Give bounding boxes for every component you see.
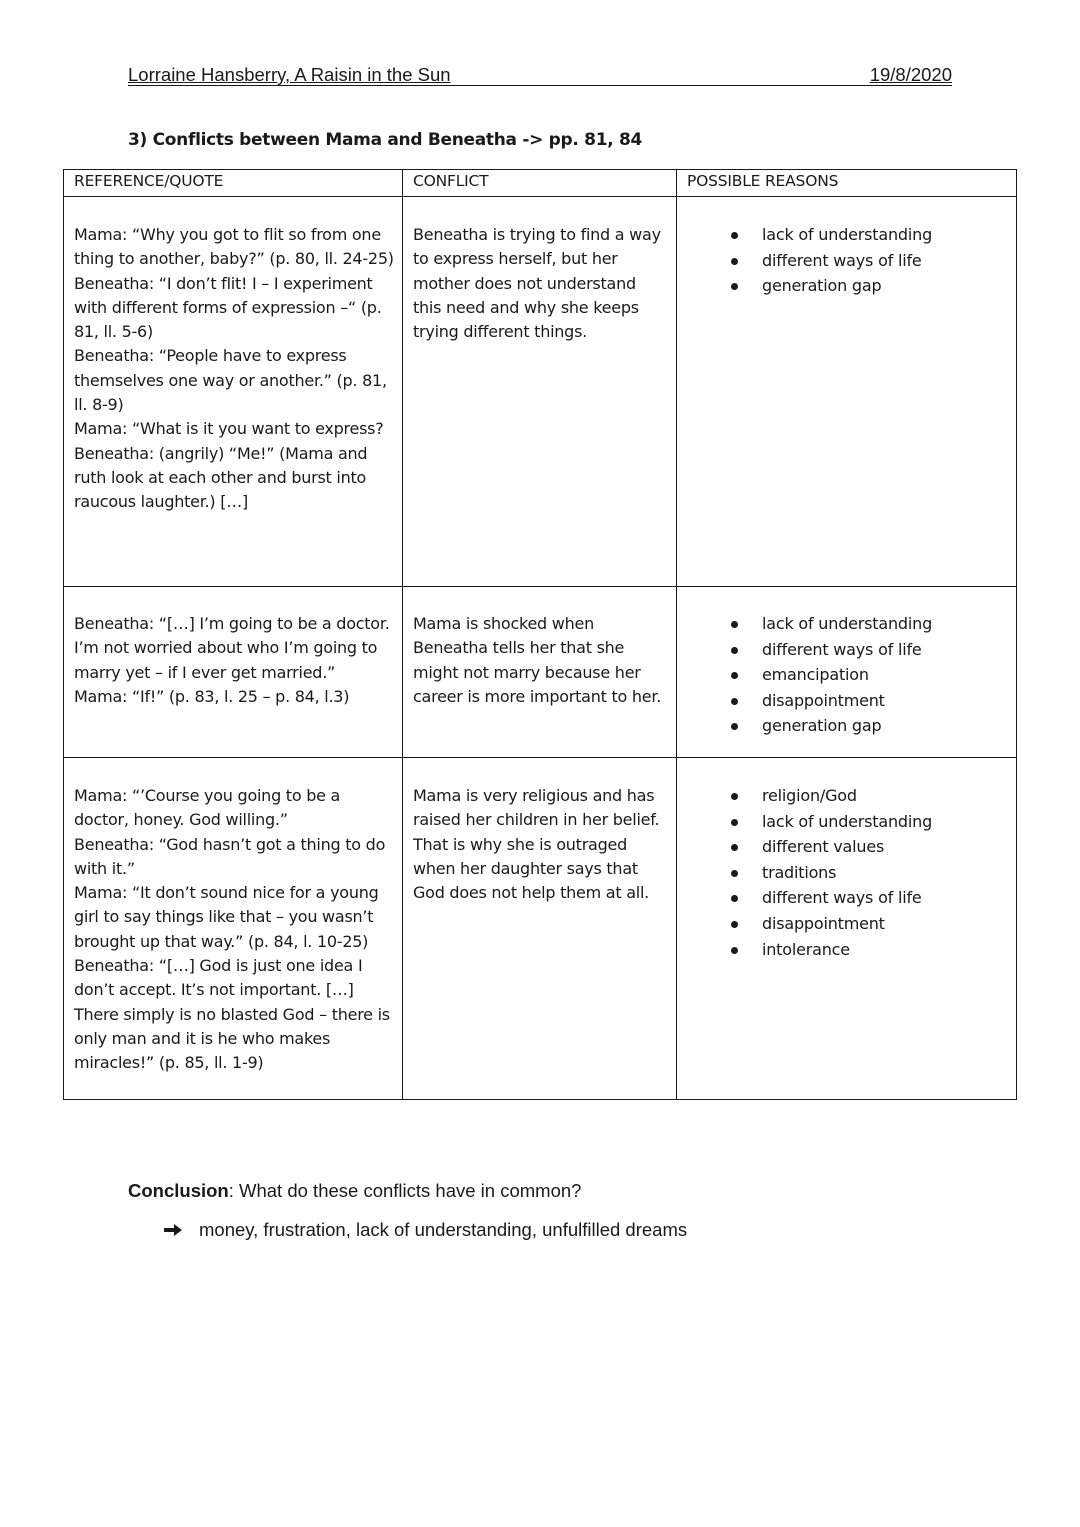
- section-title: 3) Conflicts between Mama and Beneatha -> pp. 81, 84: [128, 130, 643, 150]
- list-item: religion/God: [727, 783, 1008, 809]
- column-header-reasons: POSSIBLE REASONS: [677, 170, 1017, 197]
- reasons-cell: [677, 758, 1017, 1100]
- conclusion-answer: [163, 1219, 687, 1241]
- conflict-text: Mama is shocked when Beneatha tells her that she might not marry because her career is more important to her.: [413, 614, 662, 706]
- conclusion-question: : What do these conflicts have in common?: [228, 1180, 582, 1201]
- conflict-cell: [403, 758, 677, 1100]
- list-item: lack of understanding: [727, 611, 1008, 637]
- quote-line: Beneatha: “[…] God is just one idea I don’t accept. It’s not important. […] There simply is no blasted God – there is only man and it is he who makes miracles!” (p. 85, ll. 1-9): [74, 956, 390, 1073]
- document-date: 19/8/2020: [869, 64, 952, 85]
- answer-text: money, frustration, lack of understanding, unfulfilled dreams: [199, 1219, 688, 1240]
- quote-line: Beneatha: “God hasn’t got a thing to do with it.”: [74, 834, 386, 878]
- conflict-text: Beneatha is trying to find a way to express herself, but her mother does not understand this need and why she keeps trying different things.: [413, 225, 661, 342]
- list-item: traditions: [727, 860, 1008, 886]
- reasons-cell: [677, 587, 1017, 758]
- conflicts-table: [63, 169, 1017, 1100]
- conclusion: [128, 1180, 581, 1202]
- list-item: emancipation: [727, 662, 1008, 688]
- table-row: [64, 758, 1017, 1100]
- column-header-conflict: CONFLICT: [403, 170, 677, 197]
- quote-line: Mama: “Why you got to flit so from one thing to another, baby?” (p. 80, ll. 24-25): [74, 225, 394, 269]
- conflict-cell: [403, 587, 677, 758]
- reasons-cell: [677, 197, 1017, 587]
- quote-line: Beneatha: “I don’t flit! I – I experiment with different forms of expression –“ (p. 81, ll. 5-6): [74, 273, 382, 342]
- quote-cell: [64, 197, 403, 587]
- table-row: [64, 587, 1017, 758]
- table-row: [64, 197, 1017, 587]
- list-item: intolerance: [727, 937, 1008, 963]
- list-item: generation gap: [727, 713, 1008, 739]
- list-item: different ways of life: [727, 248, 1008, 274]
- column-header-quote: REFERENCE/QUOTE: [64, 170, 403, 197]
- reasons-list: [687, 783, 1008, 962]
- conflict-text: Mama is very religious and has raised her children in her belief. That is why she is outraged when her daughter says that God does not help them at all.: [413, 786, 660, 903]
- table-header-row: [64, 170, 1017, 197]
- list-item: generation gap: [727, 273, 1008, 299]
- reasons-list: [687, 222, 1008, 299]
- list-item: disappointment: [727, 688, 1008, 714]
- list-item: lack of understanding: [727, 222, 1008, 248]
- quote-line: Beneatha: “[…] I’m going to be a doctor. I’m not worried about who I’m going to marry yet – if I ever get married.”: [74, 614, 390, 682]
- document-title: Lorraine Hansberry, A Raisin in the Sun: [128, 64, 451, 85]
- header-rule: [128, 85, 952, 86]
- quote-cell: [64, 587, 403, 758]
- list-item: different values: [727, 834, 1008, 860]
- arrow-right-icon: [163, 1223, 183, 1237]
- quote-cell: [64, 758, 403, 1100]
- quote-line: Beneatha: “People have to express themselves one way or another.” (p. 81, ll. 8-9): [74, 346, 387, 415]
- conclusion-label: Conclusion: [128, 1180, 229, 1201]
- quote-line: Beneatha: (angrily) “Me!” (Mama and ruth look at each other and burst into raucous laughter.) […]: [74, 443, 368, 512]
- conflict-cell: [403, 197, 677, 587]
- list-item: different ways of life: [727, 885, 1008, 911]
- quote-line: Mama: “’Course you going to be a doctor, honey. God willing.”: [74, 786, 341, 830]
- quote-line: Mama: “If!” (p. 83, l. 25 – p. 84, l.3): [74, 686, 350, 706]
- quote-line: Mama: “What is it you want to express?: [74, 419, 384, 439]
- list-item: different ways of life: [727, 637, 1008, 663]
- list-item: lack of understanding: [727, 809, 1008, 835]
- quote-line: Mama: “It don’t sound nice for a young girl to say things like that – you wasn’t brought up that way.” (p. 84, l. 10-25): [74, 883, 379, 951]
- reasons-list: [687, 611, 1008, 739]
- list-item: disappointment: [727, 911, 1008, 937]
